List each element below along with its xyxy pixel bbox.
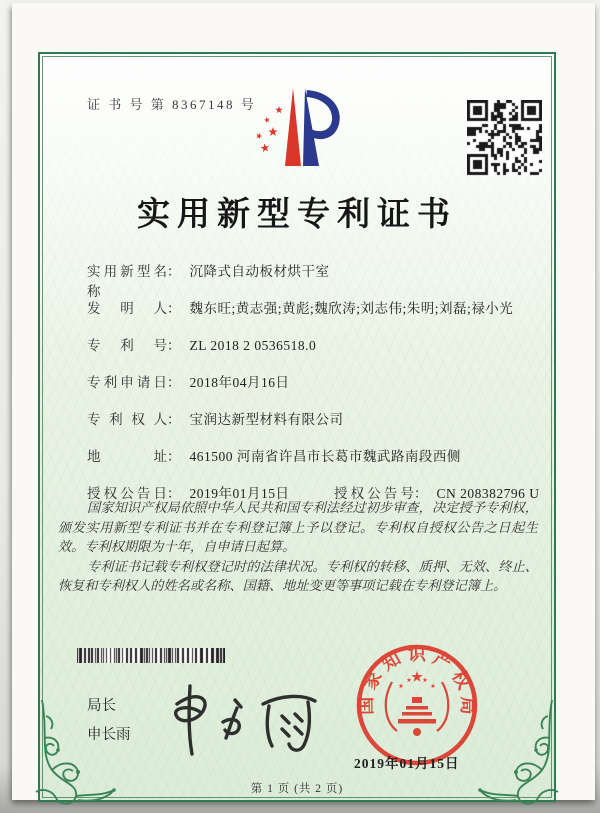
field-label: 实用新型名称 xyxy=(87,264,167,299)
signatory-title: 局长 xyxy=(87,698,116,714)
page-footer: 第 1 页 (共 2 页) xyxy=(250,783,344,795)
field-row xyxy=(87,445,526,469)
field-label: 发明人 xyxy=(87,301,167,316)
field-value: 461500 河南省许昌市长葛市魏武路南段西侧 xyxy=(189,449,461,464)
field-value: 宝润达新型材料有限公司 xyxy=(189,412,344,427)
field-label: 专利申请日 xyxy=(87,375,167,390)
field-row xyxy=(87,260,526,299)
field-row xyxy=(87,297,526,321)
field-value: 沉降式自动板材烘干室 xyxy=(189,264,330,279)
field-colon: ： xyxy=(167,264,181,279)
field-label: 地址 xyxy=(87,449,167,464)
cnipa-logo-icon xyxy=(247,84,347,174)
field-row xyxy=(87,334,526,358)
field-colon: ： xyxy=(167,338,181,353)
field-label: 授权公告日 xyxy=(87,486,167,501)
field-colon: ： xyxy=(167,301,181,316)
field-colon: ： xyxy=(167,375,181,390)
certificate-number: 证 书 号 第 8367148 号 xyxy=(87,97,257,112)
field-label: 授权公告号 xyxy=(334,486,414,501)
official-seal-icon xyxy=(352,640,482,770)
field-value: CN 208382796 U xyxy=(436,486,540,501)
field-row xyxy=(87,408,526,432)
qr-code xyxy=(467,100,542,176)
field-value: 2018年04月16日 xyxy=(189,375,290,390)
field-row xyxy=(87,371,526,395)
fields-block xyxy=(87,260,540,519)
signature-icon xyxy=(155,674,330,762)
certificate-frame xyxy=(38,52,556,802)
field-value: 2019年01月15日 xyxy=(189,486,290,501)
barcode xyxy=(77,648,225,663)
seal-agency-text: 国家知识产权局 xyxy=(355,644,479,716)
legal-text-block xyxy=(58,498,538,596)
certificate-title: 实用新型专利证书 xyxy=(137,197,457,233)
field-colon: ： xyxy=(167,412,181,427)
certificate-paper xyxy=(12,3,595,800)
field-label: 专利号 xyxy=(87,338,167,353)
legal-paragraph: 国家知识产权局依照中华人民共和国专利法经过初步审查，决定授予专利权，颁发实用新型专利证书并在专利登记簿上予以登记。专利权自授权公告之日起生效。专利权期限为十年，自申请日起算。 xyxy=(58,500,538,554)
field-value: ZL 2018 2 0536518.0 xyxy=(189,338,317,353)
field-label: 专利权人 xyxy=(87,412,167,427)
corner-flourish-right-icon xyxy=(477,696,562,806)
field-value: 魏东旺;黄志强;黄彪;魏欣涛;刘志伟;朱明;刘磊;禄小光 xyxy=(189,301,514,316)
field-colon: ： xyxy=(414,486,428,501)
legal-paragraph: 专利证书记载专利权登记时的法律状况。专利权的转移、质押、无效、终止、恢复和专利权人的姓名或名称、国籍、地址变更等事项记载在专利登记簿上。 xyxy=(58,558,538,593)
seal-date: 2019年01月15日 xyxy=(354,756,460,771)
corner-flourish-left-icon xyxy=(32,696,117,806)
field-colon: ： xyxy=(167,449,181,464)
field-colon: ： xyxy=(167,486,181,501)
signatory-name: 申长雨 xyxy=(87,727,131,743)
